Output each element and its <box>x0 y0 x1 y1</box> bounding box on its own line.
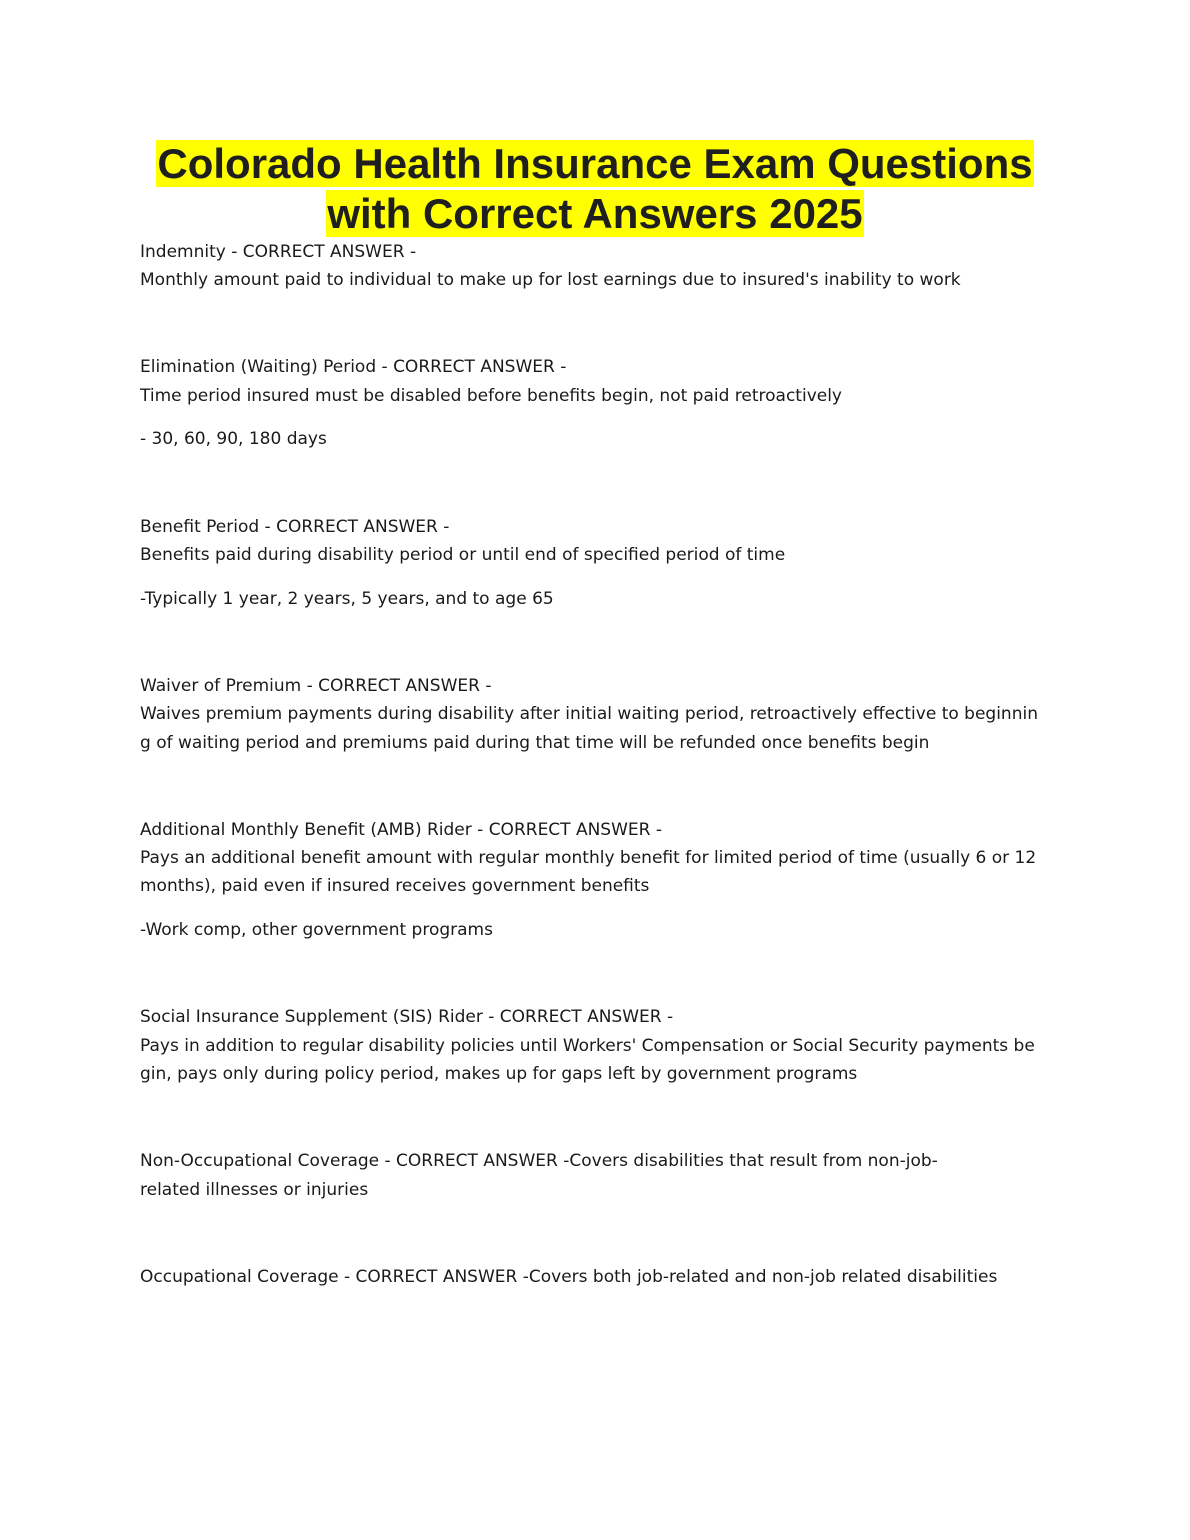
entry-answer: Waives premium payments during disability after initial waiting period, retroactively effective to beginnin <box>140 704 1038 724</box>
entry-answer: related illnesses or injuries <box>140 1180 369 1200</box>
entry-answer: Monthly amount paid to individual to make up for lost earnings due to insured's inability to work <box>140 270 961 290</box>
document-title <box>120 139 1070 239</box>
entry-term: Waiver of Premium - CORRECT ANSWER - <box>140 676 492 696</box>
entry-answer: g of waiting period and premiums paid during that time will be refunded once benefits begin <box>140 733 930 753</box>
entry-answer: gin, pays only during policy period, makes up for gaps left by government programs <box>140 1064 858 1084</box>
entry-answer: months), paid even if insured receives government benefits <box>140 876 650 896</box>
entry-answer: Benefits paid during disability period or until end of specified period of time <box>140 545 786 565</box>
entry-note: - 30, 60, 90, 180 days <box>140 429 327 449</box>
entry-term: Indemnity - CORRECT ANSWER - <box>140 242 417 262</box>
entry-term: Social Insurance Supplement (SIS) Rider - CORRECT ANSWER - <box>140 1007 674 1027</box>
entry-term: Additional Monthly Benefit (AMB) Rider - CORRECT ANSWER - <box>140 820 663 840</box>
entry-note: -Typically 1 year, 2 years, 5 years, and to age 65 <box>140 589 554 609</box>
entry-note: -Work comp, other government programs <box>140 920 493 940</box>
entry-answer: Pays in addition to regular disability policies until Workers' Compensation or Social Security payments be <box>140 1036 1035 1056</box>
entry-answer: Pays an additional benefit amount with regular monthly benefit for limited period of time (usually 6 or 12 <box>140 848 1037 868</box>
title-line-1: Colorado Health Insurance Exam Questions <box>157 140 1033 187</box>
entry-term: Benefit Period - CORRECT ANSWER - <box>140 517 450 537</box>
entry-term: Occupational Coverage - CORRECT ANSWER -Covers both job-related and non-job related disabilities <box>140 1267 998 1287</box>
entry-answer: Time period insured must be disabled before benefits begin, not paid retroactively <box>140 386 842 406</box>
entry-term: Elimination (Waiting) Period - CORRECT ANSWER - <box>140 357 567 377</box>
title-line-2: with Correct Answers 2025 <box>327 190 863 237</box>
entry-term: Non-Occupational Coverage - CORRECT ANSWER -Covers disabilities that result from non-job- <box>140 1151 938 1171</box>
